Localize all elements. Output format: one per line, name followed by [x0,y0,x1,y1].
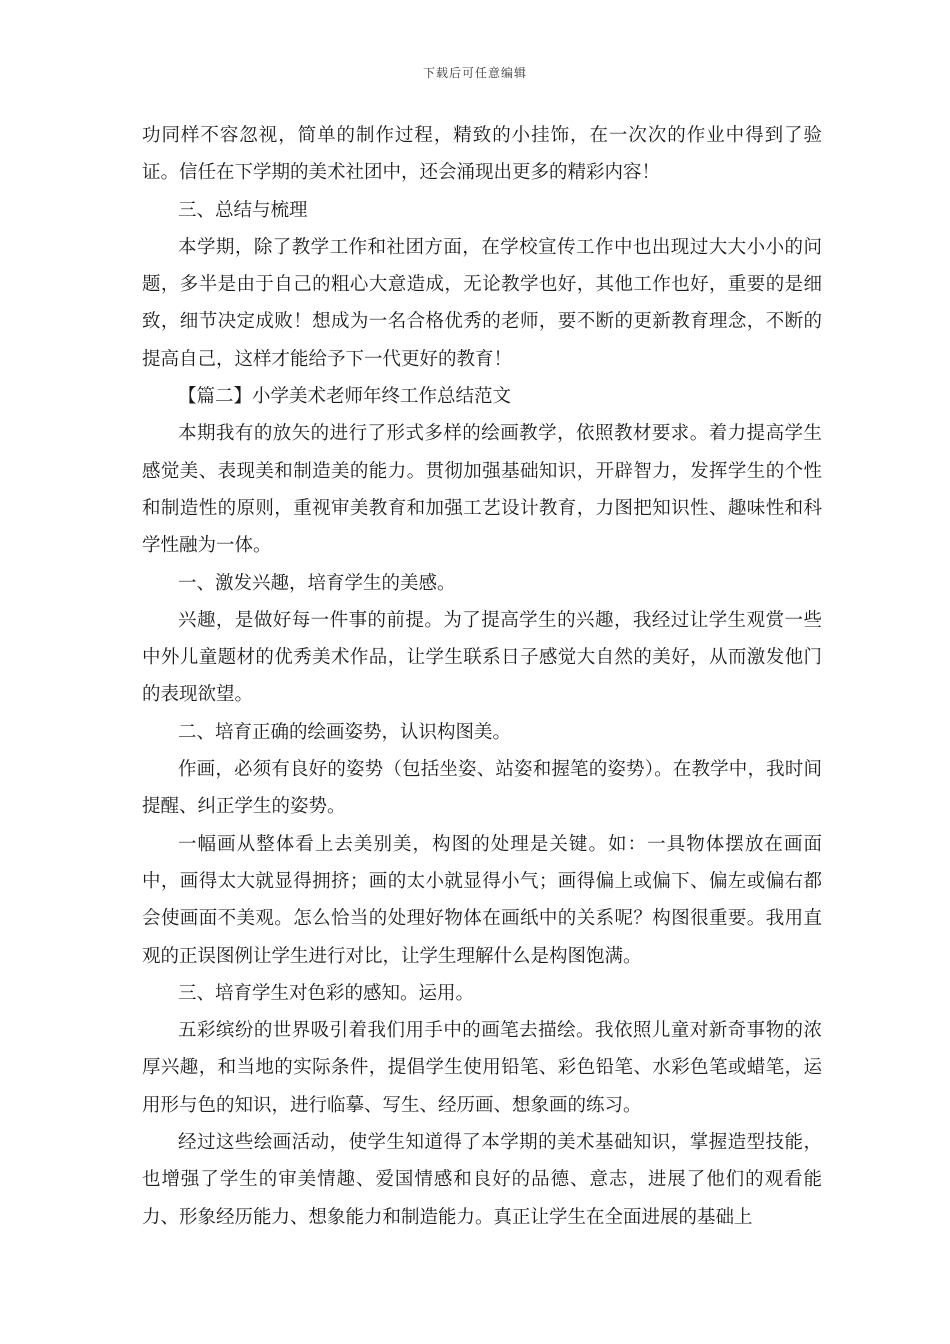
paragraph: 作画，必须有良好的姿势（包括坐姿、站姿和握笔的姿势）。在教学中，我时间提醒、纠正学生的姿势。 [142,759,822,818]
paragraph: 本期我有的放矢的进行了形式多样的绘画教学，依照教材要求。着力提高学生感觉美、表现美和制造美的能力。贯彻加强基础知识，开辟智力，发挥学生的个性和制造性的原则，重视审美教育和加强工艺设计教育，力图把知识性、趣味性和科学性融为一体。 [142,423,822,557]
paragraph: 经过这些绘画活动，使学生知道得了本学期的美术基础知识，掌握造型技能，也增强了学生的审美情趣、爱国情感和良好的品德、意志，进展了他们的观看能力、形象经历能力、想象能力和制造能力。真正让学生在全面进展的基础上 [142,1132,822,1228]
paragraph: 兴趣，是做好每一件事的前提。为了提高学生的兴趣，我经过让学生观赏一些中外儿童题材的优秀美术作品，让学生联系日子感觉大自然的美好，从而激发他门的表现欲望。 [142,609,822,706]
document-body [142,117,822,1236]
paragraph: 本学期，除了教学工作和社团方面，在学校宣传工作中也出现过大大小小的问题，多半是由于自己的粗心大意造成，无论教学也好，其他工作也好，重要的是细致，细节决定成败！想成为一名合格优秀的老师，要不断的更新教育理念，不断的提高自己，这样才能给予下一代更好的教育！ [142,236,822,370]
article-title: 【篇二】小学美术老师年终工作总结范文 [178,386,512,408]
section-heading-summary: 三、总结与梳理 [178,199,308,221]
section-heading-interest: 一、激发兴趣，培育学生的美感。 [178,572,456,594]
section-heading-color: 三、培育学生对色彩的感知。运用。 [178,982,475,1004]
paragraph: 一幅画从整体看上去美别美，构图的处理是关键。如：一具物体摆放在画面中，画得太大就显得拥挤；画的太小就显得小气；画得偏上或偏下、偏左或偏右都会使画面不美观。怎么恰当的处理好物体在画纸中的关系呢？构图很重要。我用直观的正误图例让学生进行对比，让学生理解什么是构图饱满。 [142,833,822,967]
section-heading-posture: 二、培育正确的绘画姿势，认识构图美。 [178,721,512,743]
page-header: 下载后可任意编辑 [422,66,527,80]
paragraph: 五彩缤纷的世界吸引着我们用手中的画笔去描绘。我依照儿童对新奇事物的浓厚兴趣，和当地的实际条件，提倡学生使用铅笔、彩色铅笔、水彩色笔或蜡笔，运用形与色的知识，进行临摹、写生、经历画、想象画的练习。 [142,1020,822,1116]
paragraph-continuation: 功同样不容忽视，简单的制作过程，精致的小挂饰，在一次次的作业中得到了验证。信任在下学期的美术社团中，还会涌现出更多的精彩内容！ [142,125,822,184]
